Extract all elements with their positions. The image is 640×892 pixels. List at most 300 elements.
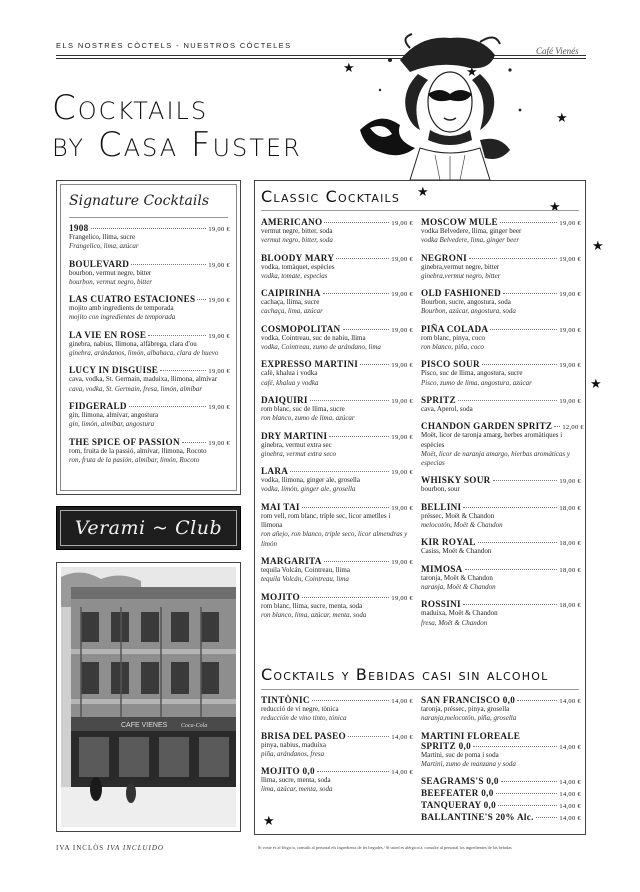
photo-coca-sign: Coca-Cola — [181, 723, 208, 729]
menu-item — [261, 592, 413, 621]
leader-dots — [517, 700, 557, 701]
menu-item-description: taronja, préssec, pinya, grosella — [421, 705, 510, 713]
classic-title: Classic Cocktails — [261, 187, 401, 206]
menu-item-description: pinya, nabius, maduixa — [261, 740, 326, 749]
menu-item-name: PIÑA COLADA — [421, 323, 489, 334]
leader-dots — [336, 258, 389, 259]
menu-item-name: MOJITO — [261, 591, 300, 602]
leader-dots — [478, 542, 558, 543]
leader-dots — [310, 400, 390, 401]
masked-lady-illustration — [340, 30, 540, 180]
menu-item-description: Pisco, suc de llima, angostura, sucre — [421, 369, 523, 378]
menu-item — [421, 537, 581, 556]
menu-item-header — [421, 395, 581, 405]
menu-item-description: llima, sucre, menta, soda — [261, 776, 331, 785]
menu-item — [261, 288, 413, 317]
menu-item-header — [421, 359, 581, 369]
signature-inner-frame — [60, 184, 237, 491]
menu-item-description-es: ron añejo, ron blanco, triple seco, licor almendras y limón — [261, 530, 408, 548]
header-subtitle: ELS NOSTRES CÒCTELS - NUESTROS CÓCTELES — [56, 41, 292, 50]
menu-item-price: 19,00 € — [559, 255, 581, 263]
menu-item-description-es: melocotón, Moët & Chandon — [421, 521, 503, 530]
signature-cocktails-panel — [56, 180, 241, 495]
menu-item-description: tequila Volcán, Cointreau, llima — [261, 565, 350, 574]
menu-item — [421, 564, 581, 593]
spirit-item — [421, 776, 581, 788]
menu-item-description-es: ron blanco, piña, coco — [421, 343, 484, 352]
leader-dots — [496, 793, 558, 794]
menu-item-header — [261, 502, 413, 512]
menu-item-description-es: tequila Volcán, Cointreau, lima — [261, 575, 349, 584]
menu-item-description-es: naranja, Moët & Chandon — [421, 582, 496, 591]
menu-item — [261, 324, 413, 353]
menu-item-name: LA VIE EN ROSE — [69, 329, 147, 340]
menu-item-name: LAS CUATRO ESTACIONES — [69, 294, 196, 305]
menu-item-price: 19,00 € — [559, 220, 581, 227]
signature-rule — [69, 217, 228, 218]
leader-dots — [290, 471, 389, 472]
menu-item-header — [261, 466, 413, 476]
menu-item-description: maduixa, Moët & Chandon — [421, 609, 498, 618]
menu-item-name: 1908 — [69, 223, 89, 233]
menu-item-price: 19,00 € — [559, 478, 581, 486]
menu-item-description-es: lima, azúcar, menta, soda — [261, 785, 333, 794]
facade-illustration — [61, 567, 236, 827]
verami-club-banner — [56, 506, 241, 550]
menu-item-name: DRY MARTINI — [261, 430, 328, 441]
verami-inner-frame — [60, 510, 237, 546]
menu-item-header — [421, 475, 581, 485]
menu-item-header — [69, 437, 230, 447]
menu-item-description: reducció de vi negre, tònica — [261, 705, 339, 713]
verami-title: Verami ~ Club — [74, 517, 223, 539]
leader-dots — [197, 299, 206, 300]
menu-item-description-es: vodka, limón, ginger ale, grosella — [261, 485, 356, 494]
leader-dots — [302, 597, 389, 598]
menu-item-price: 19,00 € — [391, 504, 413, 512]
menu-item-description: rom blanc, suc de llima, sucre — [261, 404, 345, 413]
menu-item — [261, 253, 413, 282]
menu-item-price: 19,00 € — [391, 362, 413, 370]
menu-item-description: Bourbon, sucre, angostura, soda — [421, 298, 511, 307]
menu-item-price: 19,00 € — [208, 297, 230, 305]
menu-item-header — [421, 217, 581, 227]
menu-item — [261, 556, 413, 585]
leader-dots — [160, 370, 206, 371]
star-icon: ★ — [343, 61, 355, 76]
menu-item — [261, 217, 413, 246]
leader-dots — [348, 736, 389, 737]
menu-item-name: MOJITO 0,0 — [261, 766, 315, 777]
menu-item — [69, 223, 230, 252]
spirit-item — [421, 812, 581, 824]
menu-item-name: DAIQUIRI — [261, 394, 308, 405]
spirit-price: 14,00 € — [559, 779, 581, 787]
spirit-item — [421, 800, 581, 812]
menu-item-description: bourbon, sour — [421, 485, 460, 494]
leader-dots — [469, 258, 557, 259]
menu-item-description: bourbon, vermut negre, bitter — [69, 268, 152, 277]
spirits-list — [421, 776, 581, 824]
menu-item-name: MARGARITA — [261, 555, 322, 566]
menu-item-price: 19,00 € — [208, 439, 230, 447]
menu-item-description-es: naranja,melocotón, piña, grosella — [421, 714, 517, 723]
menu-item-description: rom blanc, pinya, coco — [421, 333, 485, 342]
star-icon: ★ — [590, 377, 602, 392]
leader-dots — [458, 400, 557, 401]
menu-item-header — [261, 766, 413, 776]
menu-item — [69, 437, 230, 466]
title-line-1: Cocktails — [52, 88, 209, 128]
leader-dots — [329, 436, 389, 437]
spirit-name: SEAGRAMS'S 0,0 — [421, 776, 499, 787]
menu-item-price: 19,00 € — [391, 255, 413, 263]
page-title — [52, 90, 302, 164]
menu-item-description-es: ginebra,vermut negro, bitter — [421, 271, 501, 280]
leader-dots — [131, 264, 206, 265]
leader-dots — [498, 805, 557, 806]
menu-item-description-es: fresa, Moët & Chandon — [421, 618, 488, 627]
menu-item-price: 19,00 € — [391, 558, 413, 566]
menu-item — [421, 253, 581, 282]
menu-item-description: Casiss, Moët & Chandon — [421, 547, 492, 556]
spirit-name: BALLANTINE'S 20% Alc. — [421, 812, 534, 823]
menu-item-name: BOULEVARD — [69, 258, 130, 269]
menu-item-price: 19,00 € — [559, 397, 581, 405]
leader-dots — [360, 364, 389, 365]
menu-item-header — [261, 556, 413, 566]
menu-item-price: 19,00 € — [559, 326, 581, 334]
menu-item-header — [261, 288, 413, 298]
menu-item — [261, 502, 413, 549]
leader-dots — [463, 604, 558, 605]
menu-item — [421, 731, 581, 770]
menu-item — [261, 731, 413, 760]
menu-item-description-es: ginebra, vermut extra seco — [261, 449, 337, 458]
leader-dots — [536, 817, 558, 818]
menu-item-description-es: vodka, tomate, especias — [261, 271, 328, 280]
menu-item-header — [261, 695, 413, 705]
menu-item — [69, 330, 230, 359]
menu-item — [421, 324, 581, 353]
leader-dots — [503, 293, 557, 294]
menu-item-description-es: ron blanco, zumo de lima, azúcar — [261, 414, 355, 423]
menu-item-header — [421, 288, 581, 298]
menu-item-header — [261, 592, 413, 602]
menu-item — [421, 599, 581, 628]
menu-item-name: LARA — [261, 466, 289, 477]
menu-item-price: 18,00 € — [559, 540, 581, 548]
title-line-2: by Casa Fuster — [52, 125, 302, 165]
cafe-vienes-mark: Café Vienés — [536, 46, 579, 56]
menu-item-name: MAI TAI — [261, 501, 300, 512]
menu-item-description-es: vodka, Cointreau, zumo de arándano, lima — [261, 343, 381, 352]
menu-item-description: cava, Aperol, soda — [421, 404, 473, 413]
menu-item-description: Moët, licor de taronja amarg, herbes aromàtiques i espècies — [421, 431, 563, 449]
menu-item-header — [421, 731, 581, 741]
leader-dots — [302, 507, 390, 508]
leader-dots — [490, 329, 557, 330]
menu-item-name: CHANDON GARDEN SPRITZ — [421, 421, 553, 432]
menu-item-name: MIMOSA — [421, 563, 463, 574]
menu-item-description: gin, llimona, almívar, angostura — [69, 410, 159, 419]
menu-item-price: 19,00 € — [391, 397, 413, 405]
leader-dots — [148, 335, 206, 336]
menu-item-price: 19,00 € — [208, 332, 230, 340]
menu-item-description-es: piña, arándanos, fresa — [261, 749, 325, 758]
main-menu-panel — [254, 180, 586, 835]
menu-item — [261, 766, 413, 795]
menu-item-price: 14,00 € — [391, 698, 413, 705]
menu-item-name: LUCY IN DISGUISE — [69, 365, 159, 376]
leader-dots — [493, 480, 558, 481]
menu-item-description: vermut negre, bitter, soda — [261, 227, 333, 235]
classic-rule — [261, 210, 579, 211]
menu-item-price: 14,00 € — [391, 733, 413, 741]
menu-item-price: 19,00 € — [208, 403, 230, 411]
menu-item-header — [421, 502, 581, 512]
footer-vat-es: IVA INCLUIDO — [106, 844, 164, 852]
menu-item-header — [421, 324, 581, 334]
spirit-price: 14,00 € — [559, 791, 581, 799]
menu-item-header — [261, 324, 413, 334]
leader-dots — [463, 507, 557, 508]
menu-item-price: 19,00 € — [559, 291, 581, 299]
menu-item-name: AMERICANO — [261, 217, 323, 227]
menu-item-description: rom blanc, llima, sucre, menta, soda — [261, 601, 363, 610]
leader-dots — [324, 222, 389, 223]
spirit-price: 14,00 € — [559, 815, 581, 823]
star-icon: ★ — [549, 200, 561, 215]
menu-item-description: Frangelico, llima, sucre — [69, 233, 136, 241]
menu-item-header — [261, 431, 413, 441]
classic-right-column — [421, 217, 584, 635]
menu-item-header — [421, 253, 581, 263]
menu-item-description-es: bourbon, vermut negro, bitter — [69, 277, 153, 286]
menu-item — [421, 359, 581, 388]
menu-item-header — [261, 359, 413, 369]
menu-item-name: OLD FASHIONED — [421, 288, 502, 299]
menu-item — [69, 365, 230, 394]
menu-item — [261, 466, 413, 495]
menu-item-header — [421, 741, 581, 751]
star-icon: ★ — [417, 185, 429, 200]
menu-item — [69, 259, 230, 288]
menu-item — [261, 395, 413, 424]
menu-item-header — [261, 731, 413, 741]
leader-dots — [343, 329, 390, 330]
leader-dots — [473, 746, 557, 747]
menu-item-price: 19,00 € — [391, 594, 413, 602]
menu-item-name: FIDGERALD — [69, 400, 127, 411]
leader-dots — [317, 771, 390, 772]
menu-item-price: 14,00 € — [391, 769, 413, 777]
signature-title: Signature Cocktails — [69, 193, 210, 209]
leader-dots — [501, 781, 558, 782]
menu-item-price: 19,00 € — [391, 326, 413, 334]
signature-list — [69, 223, 230, 472]
menu-item-price: 14,00 € — [559, 698, 581, 705]
menu-item-description-es: vodka Belvedere, lima, ginger beer — [421, 236, 520, 245]
menu-item — [421, 475, 581, 494]
menu-item-name: MOSCOW MULE — [421, 217, 498, 227]
alcohol-free-rule — [261, 689, 579, 690]
menu-item-name: THE SPICE OF PASSION — [69, 436, 180, 447]
menu-item-description-es: mojito con ingredientes de temporada — [69, 313, 176, 322]
star-icon: ★ — [592, 239, 604, 254]
menu-item-header — [261, 217, 413, 227]
menu-item-name: SAN FRANCISCO 0,0 — [421, 695, 516, 705]
menu-item-description: Martini, suc de poma i soda — [421, 750, 499, 759]
leader-dots — [554, 426, 560, 427]
menu-item-description-es: café, khalua y vodka — [261, 378, 319, 387]
star-icon: ★ — [556, 111, 568, 126]
alcohol-free-left-column — [261, 695, 413, 802]
menu-item-name: WHISKY SOUR — [421, 475, 491, 486]
menu-item — [69, 401, 230, 430]
classic-left-column — [261, 217, 413, 627]
menu-item-description: ginebra, nabius, llimona, alfàbrega, clara d'ou — [69, 339, 197, 348]
cafe-facade-photo — [56, 562, 241, 832]
menu-item-description: préssec, Moët & Chandon — [421, 511, 495, 520]
leader-dots — [482, 364, 557, 365]
menu-item-name: KIR ROYAL — [421, 537, 476, 548]
menu-item-description: mojito amb ingredients de temporada — [69, 304, 174, 313]
menu-item-description-es: Moët, licor de naranja amargo, hierbas aromáticas y especias — [421, 449, 570, 468]
leader-dots — [324, 561, 390, 562]
photo-sign: CAFE VIENES — [121, 722, 168, 729]
footer-allergy-note: Si voste és al·lèrgic/a, consulti al personal els ingredients de les begudes / Si usted es alérgico/a, consulte al personal los ingredientes de las bebidas — [258, 845, 512, 850]
menu-item-description: vodka Belvedere, llima, ginger beer — [421, 227, 522, 235]
menu-item-header — [69, 223, 230, 233]
menu-item — [261, 695, 413, 724]
menu-item-price: 19,00 € — [559, 362, 581, 370]
leader-dots — [500, 222, 558, 223]
menu-item-name: SPRITZ — [421, 394, 456, 405]
menu-item-description: rom vell, rom blanc, triple sec, licor ametlles i llimona — [261, 511, 391, 530]
menu-item-name: ROSSINI — [421, 599, 461, 610]
menu-item-price: 18,00 € — [559, 504, 581, 512]
menu-item-name: EXPRESSO MARTINI — [261, 359, 359, 370]
menu-item-name: BLOODY MARY — [261, 252, 335, 263]
menu-item-price: 19,00 € — [391, 469, 413, 477]
menu-item-name: TINTÒNIC — [261, 695, 310, 705]
menu-item-description-es: cachaça, lima, azúcar — [261, 307, 323, 316]
menu-item-price: 19,00 € — [391, 220, 413, 227]
menu-item — [69, 294, 230, 323]
menu-item-name: CAIPIRINHA — [261, 288, 321, 299]
menu-item-description-es: ginebra, arándanos, limón, albahaca, clara de huevo — [69, 349, 219, 358]
menu-item-description-es: Frangelico, lima, azúcar — [69, 242, 139, 251]
menu-item-header — [261, 253, 413, 263]
menu-item — [261, 431, 413, 460]
menu-item-name: PISCO SOUR — [421, 359, 480, 370]
menu-item — [421, 217, 581, 246]
menu-item-name: BELLINI — [421, 501, 462, 512]
menu-item-name: MARTINI FLOREALE — [421, 730, 521, 741]
alcohol-free-right-column — [421, 695, 581, 824]
menu-item-header — [421, 564, 581, 574]
menu-item-description-es: reducción de vino tinto, tónica — [261, 714, 347, 723]
footer-vat-ca: IVA INCLÒS — [56, 844, 105, 852]
menu-item-description: ginebra, vermut extra sec — [261, 440, 332, 449]
menu-item-header — [261, 395, 413, 405]
menu-item-description-es: vermut negro, bitter, soda — [261, 236, 333, 245]
menu-item-description: ginebra,vermut negre, bitter — [421, 262, 500, 271]
spirit-item — [421, 788, 581, 800]
menu-item-price: 19,00 € — [208, 226, 230, 233]
menu-item-price: 19,00 € — [391, 433, 413, 441]
menu-item-header — [69, 330, 230, 340]
menu-item-header — [421, 695, 581, 705]
leader-dots — [182, 442, 206, 443]
menu-item-description-es: Martini, zumo de manzana y soda — [421, 759, 516, 768]
menu-item-description-es: ron, fruta de la pasión, almíbar, limón, Rocoto — [69, 455, 200, 464]
leader-dots — [323, 293, 390, 294]
menu-item-header — [421, 599, 581, 609]
menu-item — [421, 395, 581, 414]
menu-item-price: 18,00 € — [559, 602, 581, 610]
menu-item-name-line2: SPRITZ 0,0 — [421, 740, 471, 751]
menu-item-header — [421, 421, 584, 432]
leader-dots — [312, 700, 390, 701]
menu-item-description-es: gin, limón, almíbar, angostura — [69, 420, 155, 429]
menu-item — [421, 502, 581, 531]
menu-item-price: 14,00 € — [559, 743, 581, 751]
menu-item-description-es: Bourbon, azúcar, angostura, soda — [421, 307, 516, 316]
spirit-name: TANQUERAY 0,0 — [421, 800, 497, 811]
menu-item-header — [69, 259, 230, 269]
menu-item-description: taronja, Moët & Chandon — [421, 573, 493, 582]
menu-item-description: cafè, khalua i vodka — [261, 369, 318, 378]
menu-item-description-es: cava, vodka, St. Germain, fresa, limón, almíbar — [69, 384, 203, 393]
menu-item-price: 18,00 € — [559, 566, 581, 574]
menu-item — [261, 359, 413, 388]
menu-item-price: 19,00 € — [208, 368, 230, 376]
leader-dots — [91, 228, 207, 229]
alcohol-free-title: Cocktails y Bebidas casi sin alcohol — [261, 665, 549, 684]
menu-item-description: cava, vodka, St. Germain, maduixa, llimona, almívar — [69, 375, 218, 384]
menu-item-description: vodka, llimona, ginger ale, grosella — [261, 476, 360, 485]
menu-item-description-es: ron blanco, lima, azúcar, menta, soda — [261, 610, 367, 619]
spirit-price: 14,00 € — [559, 803, 581, 811]
menu-item-description-es: Pisco, zumo de lima, angostura, azúcar — [421, 378, 532, 387]
menu-item-name: NEGRONI — [421, 252, 468, 263]
menu-item-header — [69, 294, 230, 304]
menu-item — [421, 288, 581, 317]
menu-item — [421, 695, 581, 724]
menu-item-price: 19,00 € — [208, 261, 230, 269]
menu-item-name: COSMOPOLITAN — [261, 323, 341, 334]
spirit-name: BEEFEATER 0,0 — [421, 788, 494, 799]
star-icon: ★ — [263, 814, 275, 829]
menu-item-description: rom, fruita de la passió, almívar, llimona, Rocoto — [69, 446, 207, 455]
menu-item-price: 12,00 € — [562, 424, 584, 432]
menu-item — [421, 421, 584, 468]
menu-item-header — [421, 537, 581, 547]
leader-dots — [465, 569, 558, 570]
menu-item-description: vodka, tomàquet, espècies — [261, 262, 335, 271]
menu-item-description: cachaça, llima, sucre — [261, 298, 320, 307]
footer-vat — [56, 844, 164, 852]
menu-item-price: 19,00 € — [391, 291, 413, 299]
menu-item-description: vodka, Cointreau, suc de nabiu, llima — [261, 333, 366, 342]
menu-item-header — [69, 365, 230, 375]
leader-dots — [129, 406, 207, 407]
menu-item-header — [69, 401, 230, 411]
menu-item-name: BRISA DEL PASEO — [261, 730, 347, 741]
star-icon: ★ — [466, 65, 478, 80]
